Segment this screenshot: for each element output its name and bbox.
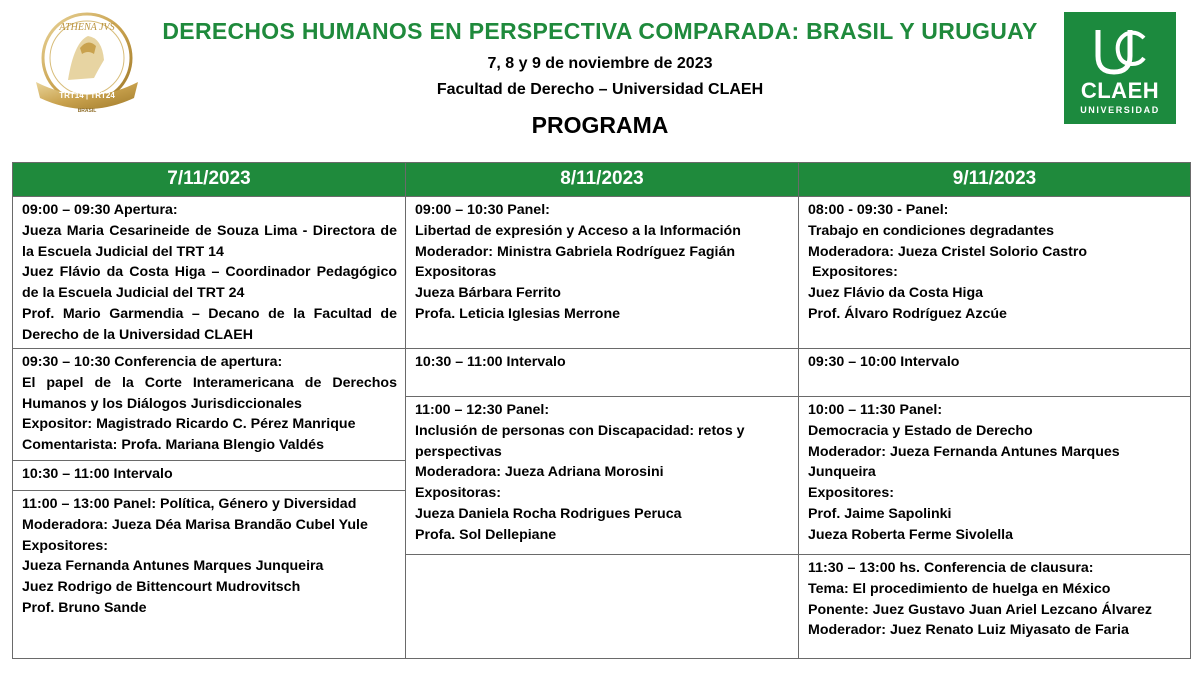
moderator-line: Moderador: Juez Renato Luiz Miyasato de Faria — [808, 622, 1129, 639]
athena-bottom-text: BRASIL — [77, 108, 97, 114]
session-topic: El papel de la Corte Interamericana de Derechos Humanos y los Diálogos Jurisdiccionales — [22, 374, 397, 412]
day2-empty-cell — [406, 555, 799, 659]
session-time: 10:00 – 11:30 Panel: — [808, 402, 943, 418]
speakers-label: Expositores: — [808, 485, 894, 502]
speakers-label: Expositores: — [808, 264, 898, 281]
speaker-line: Expositor: Magistrado Ricardo C. Pérez Manrique — [22, 416, 356, 433]
claeh-logo — [1064, 12, 1176, 124]
moderator-line: Moderadora: Jueza Adriana Morosini — [415, 464, 664, 481]
session-time: 11:00 – 13:00 Panel: Política, Género y Diversidad — [22, 496, 357, 512]
speaker-line: Jueza Daniela Rocha Rodrigues Peruca — [415, 505, 682, 522]
header-day-2: 8/11/2023 — [406, 163, 799, 197]
session-topic: Tema: El procedimiento de huelga en México — [808, 580, 1111, 597]
header-day-3: 9/11/2023 — [799, 163, 1191, 197]
day3-panel2-cell — [799, 397, 1191, 555]
speaker-line: Comentarista: Profa. Mariana Blengio Valdés — [22, 437, 324, 454]
speaker-line: Juez Flávio da Costa Higa – Coordinador Pedagógico de la Escuela Judicial del TRT 24 — [22, 264, 397, 302]
athena-seal-icon — [28, 8, 146, 120]
event-venue: Facultad de Derecho – Universidad CLAEH — [436, 81, 764, 98]
session-time: 10:30 – 11:00 Intervalo — [415, 354, 566, 370]
speaker-line: Ponente: Juez Gustavo Juan Ariel Lezcano Álvarez — [808, 601, 1153, 618]
speaker-line: Prof. Jaime Sapolinki — [808, 505, 952, 522]
session-time: 11:00 – 12:30 Panel: — [415, 402, 550, 418]
day1-break-cell — [13, 461, 406, 491]
uc-mark-icon — [1064, 26, 1176, 76]
header-day-1: 7/11/2023 — [13, 163, 406, 197]
session-topic: Libertad de expresión y Acceso a la Información — [415, 222, 741, 239]
athena-band-text: TRT14 | TRT24 — [59, 91, 115, 100]
event-dates: 7, 8 y 9 de noviembre de 2023 — [487, 55, 713, 72]
session-time: 11:30 – 13:00 hs. Conferencia de clausura: — [808, 560, 1094, 576]
table-row — [13, 349, 1191, 397]
speaker-line: Jueza Maria Cesarineide de Souza Lima - Directora de la Escuela Judicial del TRT 14 — [22, 222, 397, 260]
day2-panel1-cell — [406, 197, 799, 349]
speaker-line: Prof. Álvaro Rodríguez Azcúe — [808, 305, 1007, 322]
speaker-line: Profa. Leticia Iglesias Merrone — [415, 305, 621, 322]
moderator-line: Moderadora: Jueza Déa Marisa Brandão Cubel Yule — [22, 516, 368, 533]
claeh-name: CLAEH — [1080, 78, 1160, 103]
table-header-row — [13, 163, 1191, 197]
day1-conference-cell — [13, 349, 406, 461]
day2-break-cell — [406, 349, 799, 397]
session-time: 09:30 – 10:00 Intervalo — [808, 354, 960, 370]
speakers-label: Expositoras: — [415, 485, 501, 502]
session-time: 09:00 – 09:30 Apertura: — [22, 202, 178, 218]
speaker-line: Jueza Fernanda Antunes Marques Junqueira — [22, 558, 324, 575]
moderator-line: Moderador: Ministra Gabriela Rodríguez Fagián — [415, 243, 736, 260]
session-topic: Trabajo en condiciones degradantes — [808, 222, 1054, 239]
section-title: PROGRAMA — [531, 112, 669, 138]
day3-closing-cell — [799, 555, 1191, 659]
day2-panel2-cell — [406, 397, 799, 555]
speaker-line: Juez Flávio da Costa Higa — [808, 285, 984, 302]
page-title: DERECHOS HUMANOS EN PERSPECTIVA COMPARADA: BRASIL Y URUGUAY — [162, 18, 1038, 44]
moderator-line: Moderadora: Jueza Cristel Solorio Castro — [808, 243, 1088, 260]
speaker-line: Juez Rodrigo de Bittencourt Mudrovitsch — [22, 579, 301, 596]
speaker-line: Profa. Sol Dellepiane — [415, 526, 557, 543]
speaker-line: Jueza Roberta Ferme Sivolella — [808, 526, 1014, 543]
speaker-line: Prof. Mario Garmendia – Decano de la Facultad de Derecho de la Universidad CLAEH — [22, 305, 397, 343]
session-time: 09:30 – 10:30 Conferencia de apertura: — [22, 354, 283, 370]
speakers-label: Expositores: — [22, 537, 108, 554]
athena-top-text: ATHENA JVS — [59, 22, 115, 33]
speakers-label: Expositoras — [415, 264, 497, 281]
table-row — [13, 197, 1191, 349]
moderator-line: Moderador: Jueza Fernanda Antunes Marques Junqueira — [808, 443, 1120, 481]
day1-panel-cell — [13, 491, 406, 659]
program-table — [12, 162, 1191, 659]
session-time: 09:00 – 10:30 Panel: — [415, 202, 550, 218]
session-time: 08:00 - 09:30 - Panel: — [808, 202, 949, 218]
day1-opening-cell — [13, 197, 406, 349]
session-topic: Inclusión de personas con Discapacidad: retos y perspectivas — [415, 422, 745, 460]
page-header — [0, 0, 1200, 160]
claeh-subtitle: UNIVERSIDAD — [1080, 105, 1160, 115]
session-time: 10:30 – 11:00 Intervalo — [22, 466, 173, 482]
speaker-line: Jueza Bárbara Ferrito — [415, 285, 561, 302]
speaker-line: Prof. Bruno Sande — [22, 599, 147, 616]
session-topic: Democracia y Estado de Derecho — [808, 422, 1033, 439]
day3-panel1-cell — [799, 197, 1191, 349]
day3-break-cell — [799, 349, 1191, 397]
